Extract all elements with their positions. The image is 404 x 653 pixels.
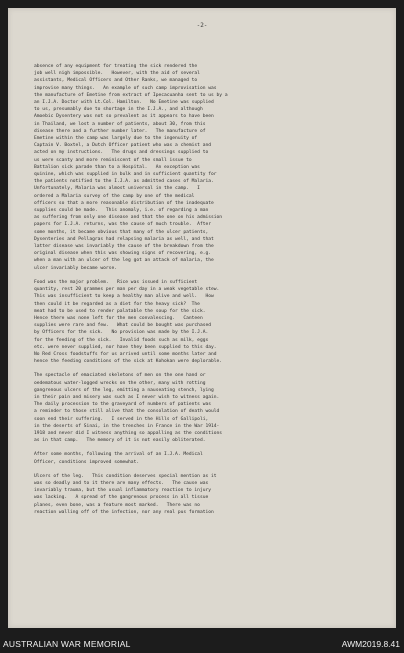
text-line: Emetine within the camp was largely due to the ingenuity of: [34, 136, 198, 142]
text-line: latter disease was invariably the cause of the breakdown from the: [34, 244, 214, 250]
text-line: meat had to be used to render palatable the soup for the sick.: [34, 308, 206, 314]
text-line: some months, it became obvious that many of the ulcer patients,: [34, 229, 209, 235]
text-line: Captain V. Boxtel, a Dutch Officer patient who was a chemist and: [34, 143, 212, 149]
text-line: Amoebic Dysentery was not so prevalent as it appears to have been: [34, 114, 214, 120]
text-line: etc. were never supplied, nor have they been supplied to this day.: [34, 344, 217, 350]
text-line: The daily procession to the graveyard of numbers of patients was: [34, 402, 212, 408]
text-line: hence the feeding conditions of the sick at Kohokan were deplorable.: [34, 359, 223, 365]
text-line: This was insufficient to keep a healthy man alive and well. How: [34, 294, 214, 300]
text-line: by Officers for the sick. No provision was made by the I.J.A.: [34, 330, 209, 336]
text-line: improvise many things. An example of such camp improvisation was: [34, 85, 217, 91]
text-line: a reminder to those still alive that the consolation of death would: [34, 409, 220, 415]
text-line: No Red Cross foodstuffs for us arrived until some months later and: [34, 351, 217, 357]
footer-bar: [0, 636, 404, 653]
text-line: reaction walling off of the infection, nor any real pus formation: [34, 509, 214, 515]
page-number: -2-: [196, 22, 208, 29]
text-line: was lacking. A spread of the gangrenous process in all tissue: [34, 495, 209, 501]
text-line: ulcer invariably became worse.: [34, 265, 117, 271]
text-line: Food was the major problem. Rice was issued in sufficient: [34, 279, 198, 285]
text-line: gangrenous ulcers of the leg, emitting a nauseating stench, lying: [34, 387, 214, 393]
text-line: was so deadly and to it there are many effects. The cause was: [34, 480, 209, 486]
text-line: The spectacle of emaciated skeletons of men on the one hand or: [34, 373, 206, 379]
paragraph: [34, 372, 380, 444]
text-line: as in that camp. The memory of it is not easily obliterated.: [34, 438, 206, 444]
document-page: [8, 8, 396, 628]
typed-text-body: [34, 63, 380, 618]
text-line: papers for I.J.A. returns, was the cause of much trouble. After: [34, 222, 212, 228]
text-line: job well nigh impossible. However, with the aid of several: [34, 71, 200, 77]
text-line: Dysenteries and Pellagras had relapsing malaria as well, and that: [34, 236, 214, 242]
text-line: ordered a Malaria survey of the camp by one of the medical: [34, 193, 195, 199]
text-line: the patients notified to the I.J.A. as admitted cases of Malaria.: [34, 179, 214, 185]
text-line: soon end their suffering. I served in the Hills of Gallipoli,: [34, 416, 209, 422]
text-line: supplies could be made. This anomaly, i.e. of regarding a man: [34, 208, 209, 214]
text-line: quinine, which was supplied in bulk and in sufficient quantity for: [34, 172, 217, 178]
text-line: 1918 and never did I witness anything so appalling as the conditions: [34, 430, 223, 436]
text-line: Battalion sick parade than to a Hospital. An exception was: [34, 164, 200, 170]
text-line: in their pain and misery was such as I never wish to witness again.: [34, 394, 220, 400]
paragraph: [34, 279, 380, 365]
text-line: in Thailand, we lost a number of patients, about 30, from this: [34, 121, 206, 127]
text-line: invariably trauma, but the usual inflammatory reaction to injury: [34, 488, 212, 494]
text-line: Hence there was none left for the men convalescing. Canteen: [34, 315, 203, 321]
text-line: us were scanty and more reminiscent of the small issue to: [34, 157, 192, 163]
text-line: disease there and a further number later. The manufacture of: [34, 128, 206, 134]
text-line: Officer, conditions improved somewhat.: [34, 459, 140, 465]
text-line: Ulcers of the leg. This condition deserves special mention as it: [34, 473, 217, 479]
footer-reference-id: AWM2019.8.41: [341, 639, 400, 649]
text-line: acted on my instructions. The drugs and dressings supplied to: [34, 150, 209, 156]
paragraph: [34, 473, 380, 516]
text-line: as suffering from only one disease and that the one on his admission: [34, 215, 223, 221]
text-line: the manufacture of Emetine from extract of Ipecacuanha sent to us by a: [34, 92, 228, 98]
text-line: After some months, following the arrival of an I.J.A. Medical: [34, 452, 203, 458]
text-line: supplies were rare and few. What could be bought was purchased: [34, 323, 212, 329]
text-line: Unfortunately, Malaria was almost universal in the camp. I: [34, 186, 200, 192]
text-line: officers so that a more reasonable distribution of the inadequate: [34, 200, 214, 206]
paragraph: [34, 63, 380, 272]
text-line: assistants, Medical Officers and Other Ranks, we managed to: [34, 78, 198, 84]
text-line: in the deserts of Sinai, in the trenches in France in the War 1914-: [34, 423, 220, 429]
footer-archive-name: AUSTRALIAN WAR MEMORIAL: [3, 639, 131, 649]
text-line: to us, presumably due to shortage in the I.J.A., and although: [34, 107, 203, 113]
text-line: quantity, rest 20 grammes per man per day in a weak vegetable stew.: [34, 287, 220, 293]
text-line: for the feeding of the sick. Invalid foods such as milk, eggs: [34, 337, 209, 343]
text-line: oedematous water-logged wrecks on the other, many with rotting: [34, 380, 206, 386]
text-line: then could it be regarded as a diet for the heavy sick? The: [34, 301, 200, 307]
text-line: absence of any equipment for treating the sick rendered the: [34, 64, 198, 69]
text-line: when a man with an ulcer of the leg got an attack of malaria, the: [34, 258, 214, 264]
text-line: original disease when this was showing signs of recovering, e.g.: [34, 251, 212, 257]
text-line: planes, even bone, was a feature most marked. There was no: [34, 502, 200, 508]
text-line: an I.J.A. Doctor with Lt.Col. Hamilton. No Emetine was supplied: [34, 100, 214, 106]
paragraph: [34, 451, 380, 465]
